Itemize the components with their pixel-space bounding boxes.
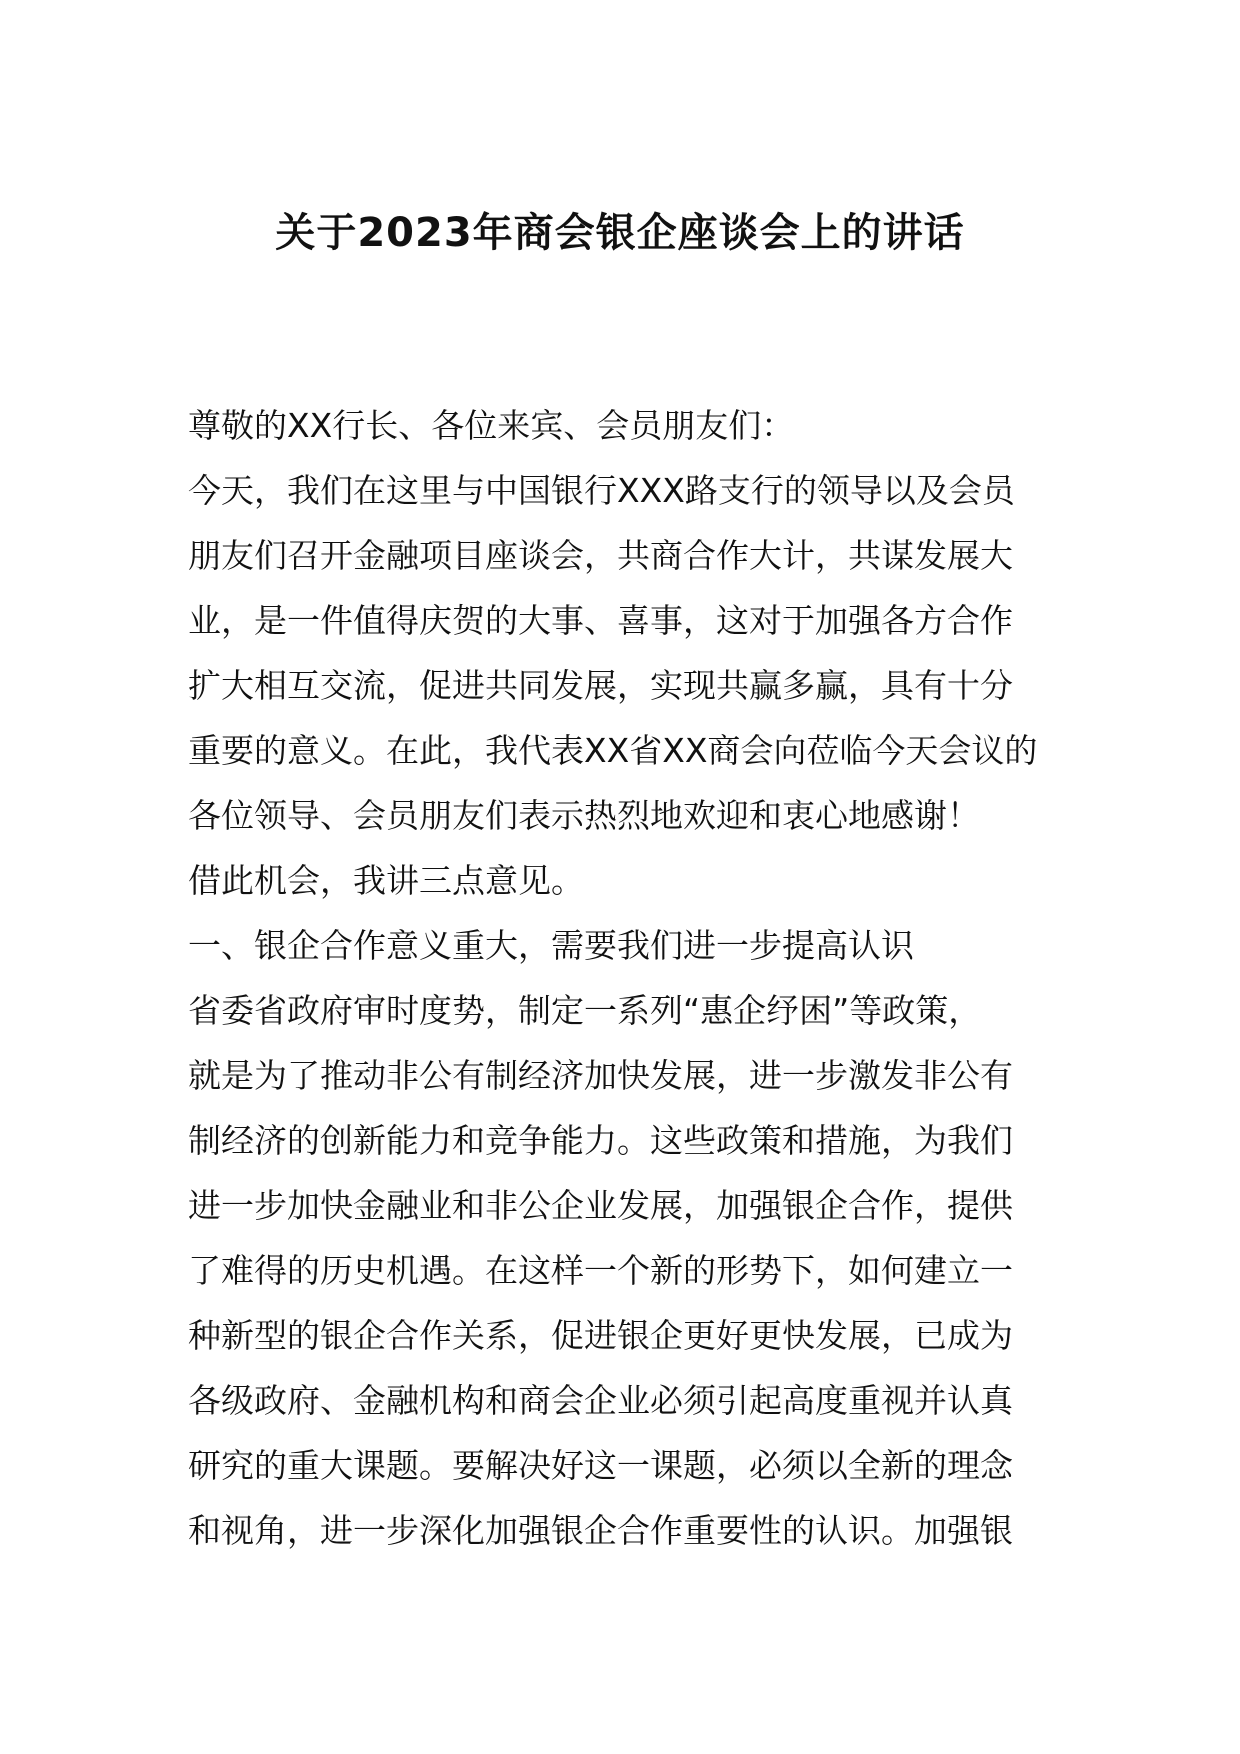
body-line-14: 了难得的历史机遇。在这样一个新的形势下，如何建立一 — [188, 1251, 1013, 1290]
document-body — [188, 393, 1068, 1563]
body-line-18: 和视角，进一步深化加强银企合作重要性的认识。加强银 — [188, 1511, 1013, 1550]
body-line-6: 重要的意义。在此，我代表XX省XX商会向莅临今天会议的 — [188, 731, 1038, 770]
body-line-16: 各级政府、金融机构和商会企业必须引起高度重视并认真 — [188, 1381, 1013, 1420]
body-line-13: 进一步加快金融业和非公企业发展，加强银企合作，提供 — [188, 1186, 1013, 1225]
body-line-5: 扩大相互交流，促进共同发展，实现共赢多赢，具有十分 — [188, 666, 1013, 705]
body-line-2: 今天，我们在这里与中国银行XXX路支行的领导以及会员 — [188, 471, 1015, 510]
body-line-3: 朋友们召开金融项目座谈会，共商合作大计，共谋发展大 — [188, 536, 1013, 575]
body-line-4: 业，是一件值得庆贺的大事、喜事，这对于加强各方合作 — [188, 601, 1013, 640]
body-line-11: 就是为了推动非公有制经济加快发展，进一步激发非公有 — [188, 1056, 1013, 1095]
body-line-1: 尊敬的XX行长、各位来宾、会员朋友们： — [188, 406, 795, 445]
body-line-8: 借此机会，我讲三点意见。 — [188, 861, 584, 900]
body-line-12: 制经济的创新能力和竞争能力。这些政策和措施，为我们 — [188, 1121, 1013, 1160]
body-line-15: 种新型的银企合作关系，促进银企更好更快发展，已成为 — [188, 1316, 1013, 1355]
body-line-10: 省委省政府审时度势，制定一系列“惠企纾困”等政策， — [188, 991, 982, 1030]
body-line-17: 研究的重大课题。要解决好这一课题，必须以全新的理念 — [188, 1446, 1013, 1485]
section-heading-1: 一、银企合作意义重大，需要我们进一步提高认识 — [188, 926, 914, 965]
document-title: 关于2023年商会银企座谈会上的讲话 — [275, 210, 965, 256]
body-line-7: 各位领导、会员朋友们表示热烈地欢迎和衷心地感谢！ — [188, 796, 980, 835]
